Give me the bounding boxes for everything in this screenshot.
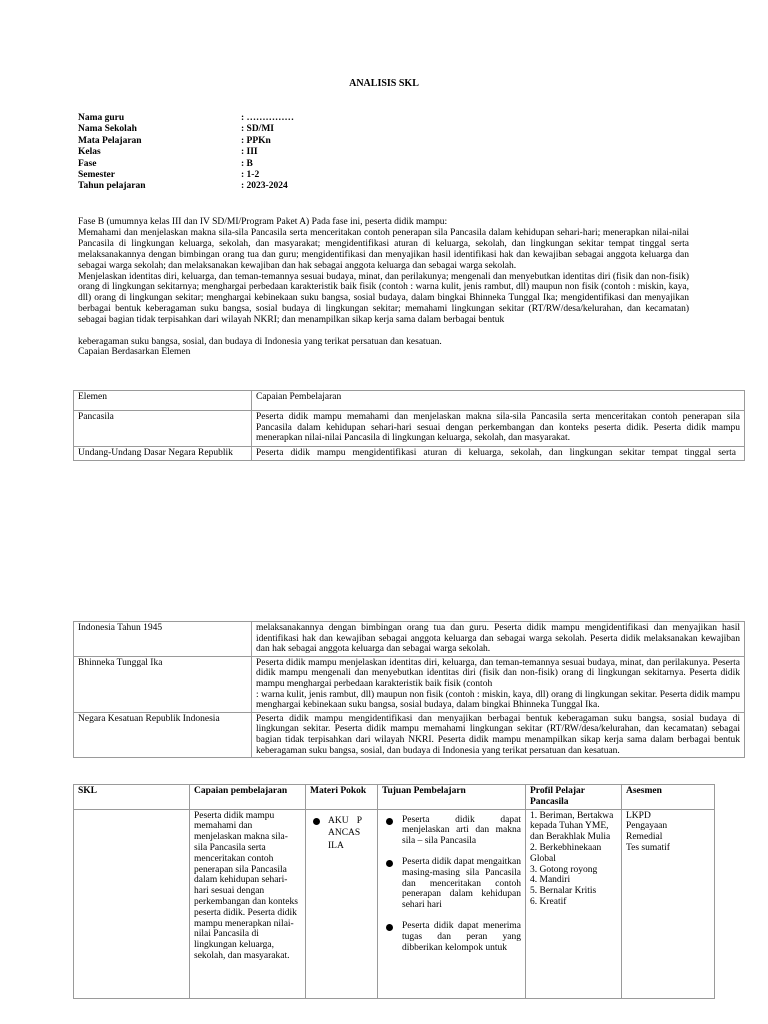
info-row: [78, 147, 294, 158]
intro-paragraph: keberagaman suku bangsa, sosial, dan budaya di Indonesia yang terikat persatuan dan kesatuan.: [78, 336, 442, 347]
asesmen-item: Remedial: [626, 832, 663, 843]
info-label: Mata Pelajaran: [78, 135, 142, 146]
tujuan-text: Peserta didik dapat menerima tugas dan peran yang dibberikan kelompok untuk: [402, 920, 521, 953]
intro-paragraph: Memahami dan menjelaskan makna sila-sila Pancasila serta menceritakan contoh penerapan sila Pancasila dalam kehidupan sehari-hari; menerapkan nilai-nilai Pancasila di lingkungan keluarga, sekolah, dan masyarakat; mengidentifikasi aturan di keluarga, sekolah, dan lingkungan sekitar tempat tinggal serta melaksanakannya dengan bimbingan orang tua dan guru; mengidentifikasi dan menyajikan hasil identifikasi hak dan kewajiban sebagai anggota keluarga dan sebagai warga sekolah; dan melaksanakan kewajiban dan hak sebagai anggota keluarga dan sebagai warga sekolah.: [78, 227, 689, 271]
elemen-cell: Negara Kesatuan Republik Indonesia: [74, 712, 252, 757]
info-label: Tahun pelajaran: [78, 181, 146, 192]
column-header-capaian: Capaian Pembelajaran: [252, 391, 745, 411]
info-value: : PPKn: [241, 135, 271, 146]
skl-cell: [74, 809, 190, 998]
tujuan-text: Peserta didik dapat mengaitkan masing-masing sila Pancasila dan menceritakan contoh penerapan dalam kehidupan sehari hari: [402, 856, 521, 911]
table-row: [74, 712, 745, 757]
intro-text: [78, 217, 689, 358]
list-item: [310, 815, 373, 853]
section-heading: Capaian Berdasarkan Elemen: [78, 347, 191, 358]
column-header-tujuan: Tujuan Pembelajarn: [378, 785, 526, 810]
list-item: [382, 857, 521, 911]
profil-item: 5. Bernalar Kritis: [530, 886, 597, 897]
info-label: Nama Sekolah: [78, 124, 137, 135]
materi-text: AKU PANCASILA: [328, 815, 362, 851]
profil-item: 6. Kreatif: [530, 896, 567, 907]
info-value: : 1-2: [241, 170, 260, 181]
asesmen-cell: [622, 809, 715, 998]
capaian-text: : warna kulit, jenis rambut, dll) maupun non fisik (contoh : miskin, kaya, dll) orang di lingkungan sekitar. Peserta didik mampu menghargai kebinekaan suku bangsa, sosial budaya, dalam bingkai Bhinneka Tunggal Ika.: [256, 689, 740, 711]
table-row: [74, 411, 745, 447]
elemen-cell: Indonesia Tahun 1945: [74, 622, 252, 657]
tujuan-cell: [378, 809, 526, 998]
info-value: : SD/MI: [241, 124, 274, 135]
asesmen-item: Tes sumatif: [626, 842, 670, 853]
elemen-table-continued: [73, 621, 745, 758]
capaian-cell: [252, 656, 745, 712]
info-row: [78, 159, 294, 170]
tujuan-text: Peserta didik dapat menjelaskan arti dan makna sila – sila Pancasila: [402, 814, 521, 847]
info-label: Semester: [78, 170, 115, 181]
info-value: : 2023-2024: [241, 181, 288, 192]
profil-item: 3. Gotong royong: [530, 864, 598, 875]
elemen-cell: Undang-Undang Dasar Negara Republik: [74, 447, 252, 461]
column-header-asesmen: Asesmen: [622, 785, 715, 810]
asesmen-item: LKPD: [626, 810, 651, 821]
identity-table: [78, 113, 294, 193]
table-row: [74, 809, 715, 998]
list-item: [382, 921, 521, 953]
list-item: [382, 815, 521, 847]
bullet-icon: [313, 818, 320, 825]
info-value: : B: [241, 158, 253, 169]
intro-paragraph: Menjelaskan identitas diri, keluarga, dan teman-temannya sesuai budaya, minat, dan perilakunya; mengenali dan menyebutkan identitas diri (fisik dan non-fisik) orang di lingkungan sekitarnya; menghargai perbedaan karakteristik baik fisik (contoh : warna kulit, jenis rambut, dll) maupun non fisik (contoh : miskin, kaya, dll) orang di lingkungan sekitar; menghargai kebinekaan suku bangsa, sosial budaya, dalam bingkai Bhinneka Tunggal Ika; mengidentifikasi dan menyajikan berbagai bentuk keberagaman suku bangsa, sosial budaya di lingkungan sekitar; memahami lingkungan sekitar (RT/RW/desa/kelurahan, dan kecamatan) sebagai bagian tidak terpisahkan dari wilayah NKRI; dan menampilkan sikap kerja sama dalam berbagai bentuk: [78, 271, 689, 326]
capaian-cell: Peserta didik mampu memahami dan menjelaskan makna sila-sila Pancasila serta menceritakan contoh penerapan sila Pancasila dalam kehidupan sehari-hari sesuai dengan perkembangan dan konteks peserta didik. Peserta didik mampu menerapkan nilai-nilai Pancasila di lingkungan keluarga, sekolah, dan masyarakat.: [190, 809, 306, 998]
info-label: Nama guru: [78, 113, 125, 123]
profil-cell: [526, 809, 622, 998]
bullet-icon: [386, 860, 393, 867]
column-header-capaian: Capaian pembelajaran: [190, 785, 306, 810]
info-label: Fase: [78, 158, 97, 169]
table-header-row: [74, 391, 745, 411]
column-header-materi: Materi Pokok: [306, 785, 378, 810]
table-header-row: [74, 785, 715, 810]
info-row: [78, 113, 294, 124]
capaian-text: Peserta didik mampu menjelaskan identitas diri, keluarga, dan teman-temannya sesuai budaya, minat, dan perilakunya. Peserta didik mampu mengenali dan menyebutkan identitas diri (fisik dan non-fisik) orang di lingkungan sekitarnya. Peserta didik mampu menghargai perbedaan karakteristik baik fisik (contoh: [256, 657, 740, 689]
capaian-cell: Peserta didik mampu memahami dan menjelaskan makna sila-sila Pancasila serta menceritakan contoh penerapan sila Pancasila dalam kehidupan sehari-hari sesuai dengan perkembangan dan konteks peserta didik. Peserta didik mampu menerapkan nilai-nilai Pancasila di lingkungan keluarga, sekolah, dan masyarakat.: [252, 411, 745, 447]
info-label: Kelas: [78, 147, 101, 158]
bullet-icon: [386, 924, 393, 931]
elemen-table: [73, 390, 745, 461]
elemen-cell: Pancasila: [74, 411, 252, 447]
info-value: : ……………: [241, 113, 295, 123]
bullet-icon: [386, 818, 393, 825]
info-value: : III: [241, 147, 258, 158]
info-row: [78, 136, 294, 147]
profil-item: 4. Mandiri: [530, 875, 571, 886]
info-row: [78, 124, 294, 135]
table-row: [74, 622, 745, 657]
skl-table: [73, 784, 715, 999]
capaian-cell: [252, 447, 745, 461]
page-title: ANALISIS SKL: [349, 78, 419, 89]
materi-cell: [306, 809, 378, 998]
column-header-profil: Profil Pelajar Pancasila: [526, 785, 622, 810]
capaian-cell: Peserta didik mampu mengidentifikasi dan menyajikan berbagai bentuk keberagaman suku bangsa, sosial budaya di lingkungan sekitar. Peserta didik mampu memahami lingkungan sekitar (RT/RW/desa/kelurahan, dan kecamatan) sebagai bagian tidak terpisahkan dari wilayah NKRI. Peserta didik mampu menampilkan sikap kerja sama dalam berbagai bentuk keberagaman suku bangsa, sosial, dan budaya di Indonesia yang terikat persatuan dan kesatuan.: [252, 712, 745, 757]
table-row: [74, 656, 745, 712]
table-row: [74, 447, 745, 461]
capaian-cell: melaksanakannya dengan bimbingan orang tua dan guru. Peserta didik mampu mengidentifikasi dan menyajikan hasil identifikasi hak dan kewajiban sebagai anggota keluarga dan sebagai warga sekolah. Peserta didik melaksanakan kewajiban dan hak sebagai anggota keluarga dan sebagai warga sekolah.: [252, 622, 745, 657]
elemen-cell: Bhinneka Tunggal Ika: [74, 656, 252, 712]
asesmen-item: Pengayaan: [626, 821, 668, 832]
profil-item: 1. Beriman, Bertakwa kepada Tuhan YME, dan Berakhlak Mulia: [530, 810, 614, 843]
column-header-elemen: Elemen: [74, 391, 252, 411]
capaian-text: Peserta didik mampu mengidentifikasi aturan di keluarga, sekolah, dan lingkungan sekitar tempat tinggal serta: [256, 448, 736, 458]
profil-item: 2. Berkebhinekaan Global: [530, 842, 602, 864]
info-row: [78, 181, 294, 192]
intro-fase: Fase B (umumnya kelas III dan IV SD/MI/Program Paket A) Pada fase ini, peserta didik mampu:: [78, 217, 448, 227]
column-header-skl: SKL: [74, 785, 190, 810]
info-row: [78, 170, 294, 181]
